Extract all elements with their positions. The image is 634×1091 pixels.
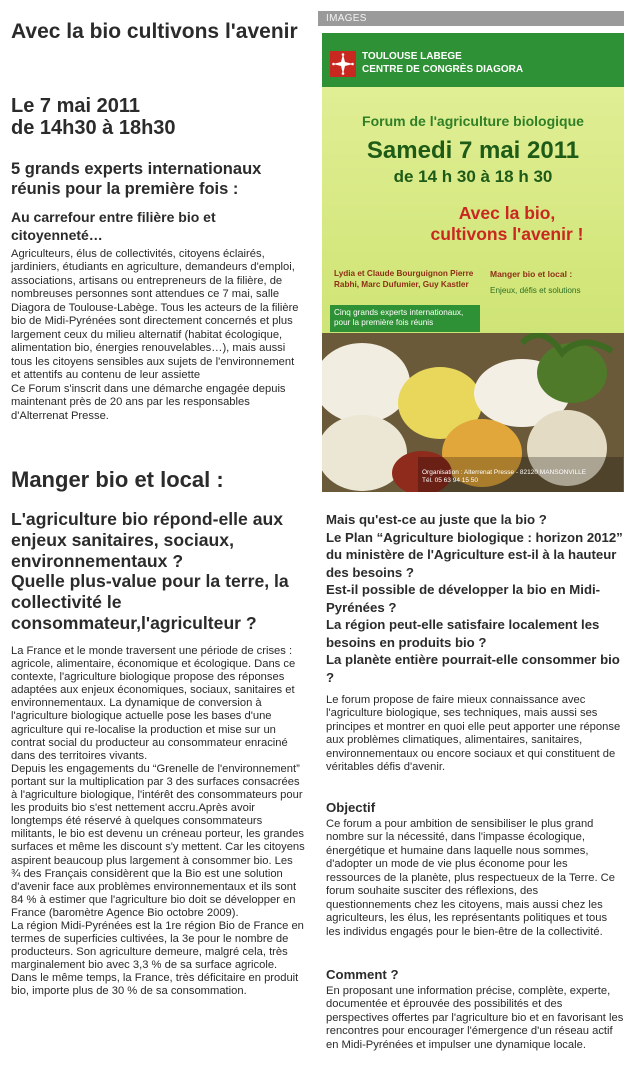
intro-text	[11, 248, 303, 423]
poster-forum-title: Forum de l'agriculture biologique	[362, 113, 584, 129]
intro-paragraph: Agriculteurs, élus de collectivités, citoyens éclairés, jardiniers, étudiants en agriculture, demandeurs d'emploi, associations, artisans ou entrepreneurs de la filière, de nombreuses personnes sont attendues ce 7 mai, salle Diagora de Toulouse-Labège. Tous les acteurs de la filière bio de Midi-Pyrénées sont directement concernés et plus largement ceux du milieu alternatif (habitat écologique, alimentation bio, énergies renouvelables…), mais aussi tous les citoyens sensibles aux sujets de l'environnement et attentifs au contenu de leur assiette	[11, 248, 299, 382]
poster-manger-heading: Manger bio et local :	[490, 269, 573, 279]
poster-experts-box: Cinq grands experts internationaux, pour la première fois réunis	[330, 305, 480, 332]
poster-venue-hall: CENTRE DE CONGRÈS DIAGORA	[362, 63, 524, 75]
occitan-cross-icon	[330, 51, 356, 77]
poster-slogan-line: Avec la bio,	[458, 203, 556, 223]
poster-slogan-line: cultivons l'avenir !	[430, 224, 584, 244]
question-item: Mais qu'est-ce au juste que la bio ?	[326, 512, 547, 527]
article-title: Avec la bio cultivons l'avenir	[11, 20, 298, 43]
objectif-heading: Objectif	[326, 800, 376, 815]
poster-venue	[362, 51, 523, 76]
subtitle: 5 grands experts internationaux réunis pour la première fois :	[11, 160, 262, 198]
intro-paragraph: Ce Forum s'inscrit dans une démarche engagée depuis maintenant près de 20 ans par les responsables d'Alterrenat Presse.	[11, 382, 286, 422]
body-paragraph: Depuis les engagements du “Grenelle de l'environnement” portant sur la multiplication par 3 des surfaces consacrées à l'agriculture biologique, l'intérêt des consommateurs pour les produits bio s'est nettement accru.Après avoir longtemps été réservé à quelques consommateurs militants, le bio est devenu un créneau porteur, les grandes surfaces et même les discount s'y mettent. Car les citoyens aspirent beaucoup plus largement à consommer bio. Les ¾ des Français considèrent que la Bio est une solution d'avenir face aux problèmes environnementaux et ils sont 84 % à estimer que l'agriculture bio doit se développer en France (baromètre Agence Bio octobre 2009).	[11, 762, 305, 919]
event-poster[interactable]	[322, 33, 624, 492]
section-title: Manger bio et local :	[11, 467, 224, 492]
question: L'agriculture bio répond-elle aux enjeux sanitaires, sociaux, environnementaux ?	[11, 509, 284, 571]
poster-venue-city: TOULOUSE LABEGE	[362, 51, 462, 62]
poster-time: de 14 h 30 à 18 h 30	[393, 167, 553, 186]
comment-heading: Comment ?	[326, 967, 399, 982]
objectif-text: Ce forum a pour ambition de sensibiliser le plus grand nombre sur la nécessité, dans l'impasse écologique, énergétique et humaine dans laquelle nous sommes, d'adopter un mode de vie plus économe pour les ressources de la planète, plus respectueux de la Terre. Ce forum souhaite susciter des réflexions, des questionnements chez les citoyens, mais aussi chez les agriculteurs, les élus, les représentants politiques et tous les individus engagés pour le bien-être de la collectivité.	[326, 818, 615, 938]
body-paragraph: La France et le monde traversent une période de crises : agricole, alimentaire, économique et écologique. Dans ce contexte, l'agriculture biologique propose des réponses adaptées aux enjeux économiques, sociaux, sanitaires et environnementaux. La dynamique de conversion à l'agriculture biologique actuelle pose les bases d'une agriculture qui re-localise la production et mise sur un contrat social du producteur au consommateur enraciné dans des territoires vivants.	[11, 645, 296, 762]
section-questions	[11, 509, 307, 634]
poster-organiser: Organisation : Alterrenat Presse - 82120 MANSONVILLE	[422, 469, 587, 476]
comment-text: En proposant une information précise, complète, experte, documentée et éprouvée des possibilités et des perspectives offertes par l'agriculture bio et en favorisant les rencontres pour encourager l'émergence d'un réseau actif en Midi-Pyrénées et impulser une dynamique locale.	[326, 985, 624, 1051]
question: Quelle plus-value pour la terre, la collectivité le consommateur,l'agriculteur ?	[11, 571, 289, 633]
event-time-line: de 14h30 à 18h30	[11, 117, 176, 140]
poster-organisation	[422, 469, 622, 485]
poster-slogan	[392, 203, 622, 245]
question-item: La région peut-elle satisfaire localement les besoins en produits bio ?	[326, 617, 600, 650]
poster-phone: Tél. 05 63 94 15 50	[422, 477, 479, 485]
question-item: Le Plan “Agriculture biologique : horizon 2012” du ministère de l'Agriculture est-il à la hauteur des besoins ?	[326, 529, 623, 580]
poster-enjeux: Enjeux, défis et solutions	[490, 286, 581, 295]
section-body	[11, 645, 305, 999]
forum-text: Le forum propose de faire mieux connaissance avec l'agriculture biologique, ses techniques, mais aussi ses principes et montrer en quoi elle peut apporter une réponse aux problèmes climatiques, alimentaires, sanitaires, environnementaux ou encore sociaux et qui constituent de véritables défis d'avenir.	[326, 694, 621, 774]
right-questions	[326, 511, 626, 686]
question-item: Est-il possible de développer la bio en Midi-Pyrénées ?	[326, 582, 601, 615]
question-item: La planète entière pourrait-elle consommer bio ?	[326, 652, 620, 685]
poster-speakers: Lydia et Claude Bourguignon Pierre Rabhi, Marc Dufumier, Guy Kastler	[334, 269, 474, 289]
poster-date: Samedi 7 mai 2011	[366, 137, 580, 164]
images-label: IMAGES	[318, 11, 624, 26]
event-date-line: Le 7 mai 2011	[11, 95, 140, 117]
intro-heading: Au carrefour entre filière bio et citoyenneté…	[11, 209, 216, 243]
event-date	[11, 95, 311, 140]
body-paragraph: La région Midi-Pyrénées est la 1re région Bio de France en termes de superficies cultivées, la 3e pour le nombre de producteurs. Son agriculture demeure, malgré cela, très marginalement bio avec 3,3 % de sa surface agricole. Dans le même temps, la France, très déficitaire en produit bio, importe plus de 30 % de sa consommation.	[11, 919, 304, 998]
